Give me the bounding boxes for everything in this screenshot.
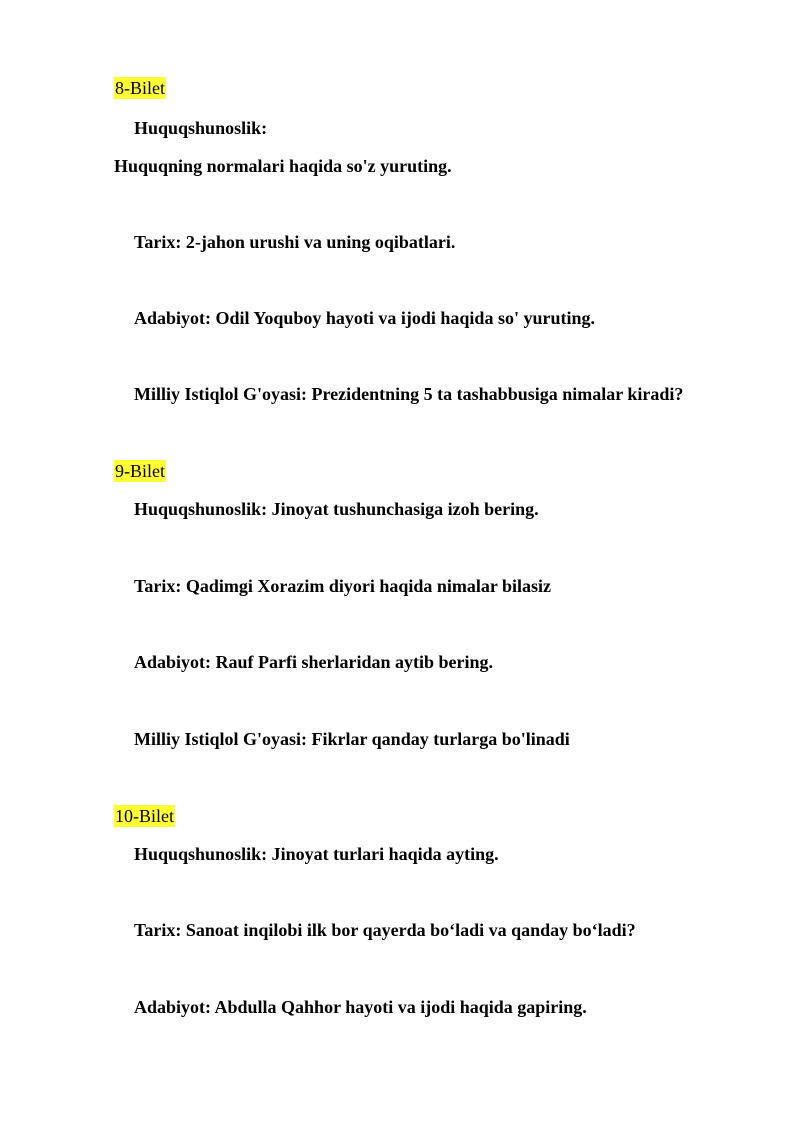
ticket-9-law-question: Huquqshunoslik: Jinoyat tushunchasiga izoh bering. (134, 499, 539, 519)
ticket-8-law-question: Huquqning normalari haqida so'z yuruting. (114, 156, 452, 176)
ticket-9-literature-question: Adabiyot: Rauf Parfi sherlaridan aytib bering. (134, 652, 494, 672)
ticket-8-law-label: Huquqshunoslik: (134, 118, 268, 138)
ticket-8-history-question: Tarix: 2-jahon urushi va uning oqibatlari. (134, 232, 456, 252)
ticket-8-ideology-question: Milliy Istiqlol G'oyasi: Prezidentning 5 ta tashabbusiga nimalar kiradi? (134, 384, 684, 404)
ticket-10-heading: 10-Bilet (115, 806, 174, 826)
ticket-9-ideology-question: Milliy Istiqlol G'oyasi: Fikrlar qanday turlarga bo'linadi (134, 729, 570, 749)
ticket-8-literature-question: Adabiyot: Odil Yoquboy hayoti va ijodi haqida so' yuruting. (134, 308, 595, 328)
ticket-9-heading: 9-Bilet (115, 461, 165, 481)
ticket-10-history-question: Tarix: Sanoat inqilobi ilk bor qayerda bo‘ladi va qanday bo‘ladi? (134, 920, 636, 940)
ticket-8-heading: 8-Bilet (115, 78, 165, 98)
ticket-9-history-question: Tarix: Qadimgi Xorazim diyori haqida nimalar bilasiz (134, 576, 552, 596)
ticket-10-law-question: Huquqshunoslik: Jinoyat turlari haqida ayting. (134, 844, 499, 864)
ticket-10-literature-question: Adabiyot: Abdulla Qahhor hayoti va ijodi haqida gapiring. (134, 997, 587, 1017)
